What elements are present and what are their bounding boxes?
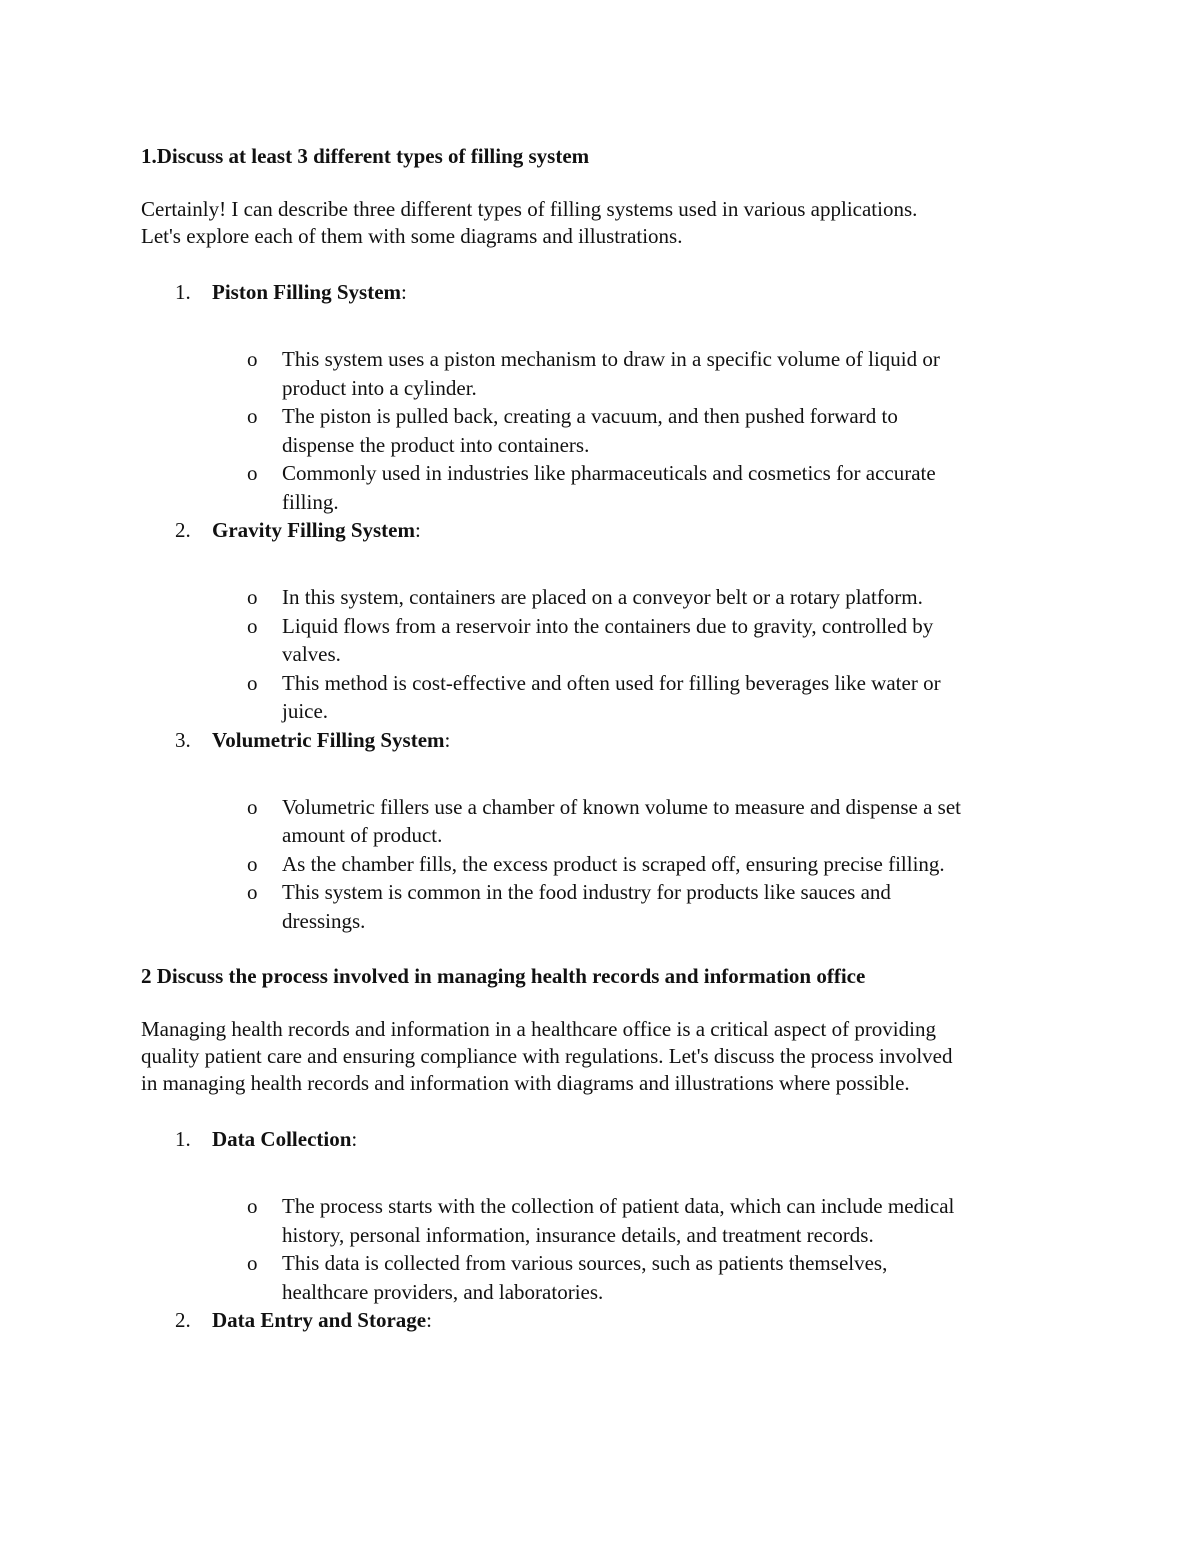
- bullet-item: [141, 850, 1061, 879]
- section1-intro: [141, 196, 1061, 250]
- list-number: 2.: [175, 518, 191, 542]
- bullet-marker: o: [247, 613, 258, 638]
- list-item-data-entry: [141, 1306, 1061, 1334]
- bullet-marker: o: [247, 851, 258, 876]
- bullet-line: product into a cylinder.: [282, 375, 477, 400]
- section1-intro-line2: Let's explore each of them with some diagrams and illustrations.: [141, 224, 683, 248]
- bullet-item: [141, 583, 1061, 612]
- bullet-list: [141, 1192, 1061, 1306]
- section2-intro-line2: quality patient care and ensuring compliance with regulations. Let's discuss the process involved: [141, 1044, 953, 1068]
- bullet-line: valves.: [282, 642, 341, 666]
- bullet-marker: o: [247, 1251, 258, 1275]
- section2-heading: 2 Discuss the process involved in managing health records and information office: [141, 964, 866, 988]
- list-number: 1.: [175, 1127, 191, 1151]
- bullet-line: Volumetric fillers use a chamber of known volume to measure and dispense a set: [282, 794, 962, 819]
- list-colon: :: [415, 518, 421, 542]
- bullet-line: Commonly used in industries like pharmaceuticals and cosmetics for accurate: [282, 461, 936, 485]
- list-title: Volumetric Filling System: [212, 727, 445, 752]
- bullet-line: dispense the product into containers.: [282, 432, 590, 457]
- bullet-line: The piston is pulled back, creating a vacuum, and then pushed forward to: [282, 404, 898, 428]
- bullet-item: [141, 459, 1061, 516]
- list-item-gravity: [141, 516, 1061, 544]
- bullet-marker: o: [247, 461, 258, 485]
- bullet-item: [141, 669, 1061, 726]
- bullet-line: In this system, containers are placed on a conveyor belt or a rotary platform.: [282, 585, 923, 609]
- bullet-item: [141, 612, 1061, 669]
- bullet-line: Liquid flows from a reservoir into the containers due to gravity, controlled by: [282, 613, 934, 638]
- bullet-line: amount of product.: [282, 823, 443, 847]
- list-colon: :: [351, 1127, 358, 1151]
- list-title: Data Entry and Storage: [212, 1308, 427, 1332]
- bullet-line: This method is cost-effective and often used for filling beverages like water or: [282, 670, 941, 695]
- list-colon: :: [444, 727, 451, 752]
- bullet-marker: o: [247, 1194, 258, 1218]
- bullet-marker: o: [247, 670, 258, 695]
- bullet-item: [141, 345, 1061, 402]
- list-colon: :: [426, 1308, 432, 1332]
- bullet-marker: o: [247, 585, 258, 609]
- bullet-item: [141, 793, 1061, 850]
- bullet-item: [141, 1192, 1061, 1249]
- list-title: Gravity Filling System: [212, 518, 415, 542]
- bullet-marker: o: [247, 880, 258, 904]
- bullet-line: This system is common in the food industry for products like sauces and: [282, 880, 891, 904]
- list-item-data-collection: [141, 1125, 1061, 1153]
- bullet-list: [141, 345, 1061, 516]
- bullet-line: As the chamber fills, the excess product is scraped off, ensuring precise filling.: [282, 851, 945, 876]
- bullet-marker: o: [247, 404, 258, 428]
- bullet-line: history, personal information, insurance details, and treatment records.: [282, 1222, 874, 1247]
- section1-heading: 1.Discuss at least 3 different types of filling system: [141, 144, 590, 168]
- list-number: 2.: [175, 1308, 191, 1332]
- bullet-item: [141, 878, 1061, 935]
- list-number: 1.: [175, 280, 191, 304]
- bullet-line: The process starts with the collection of patient data, which can include medical: [282, 1194, 955, 1218]
- bullet-line: filling.: [282, 489, 339, 514]
- bullet-marker: o: [247, 794, 258, 819]
- list-title: Piston Filling System: [212, 280, 402, 304]
- list-item-piston: [141, 278, 1061, 306]
- bullet-list: [141, 793, 1061, 936]
- bullet-line: This data is collected from various sources, such as patients themselves,: [282, 1251, 888, 1275]
- list-title: Data Collection: [212, 1127, 352, 1151]
- bullet-line: healthcare providers, and laboratories.: [282, 1279, 604, 1304]
- bullet-marker: o: [247, 347, 258, 371]
- bullet-item: [141, 1249, 1061, 1306]
- bullet-list: [141, 583, 1061, 726]
- bullet-line: juice.: [282, 699, 329, 723]
- document-page: [141, 142, 1061, 1334]
- section1-intro-line1: Certainly! I can describe three different types of filling systems used in various applications.: [141, 197, 918, 221]
- list-item-volumetric: [141, 726, 1061, 754]
- section2-intro-line1: Managing health records and information in a healthcare office is a critical aspect of providing: [141, 1017, 936, 1041]
- bullet-line: dressings.: [282, 908, 366, 933]
- bullet-line: This system uses a piston mechanism to draw in a specific volume of liquid or: [282, 347, 940, 371]
- bullet-item: [141, 402, 1061, 459]
- section2-intro-line3: in managing health records and information with diagrams and illustrations where possible.: [141, 1071, 910, 1095]
- list-number: 3.: [175, 727, 191, 752]
- section2-intro: [141, 1016, 1061, 1097]
- list-colon: :: [401, 280, 407, 304]
